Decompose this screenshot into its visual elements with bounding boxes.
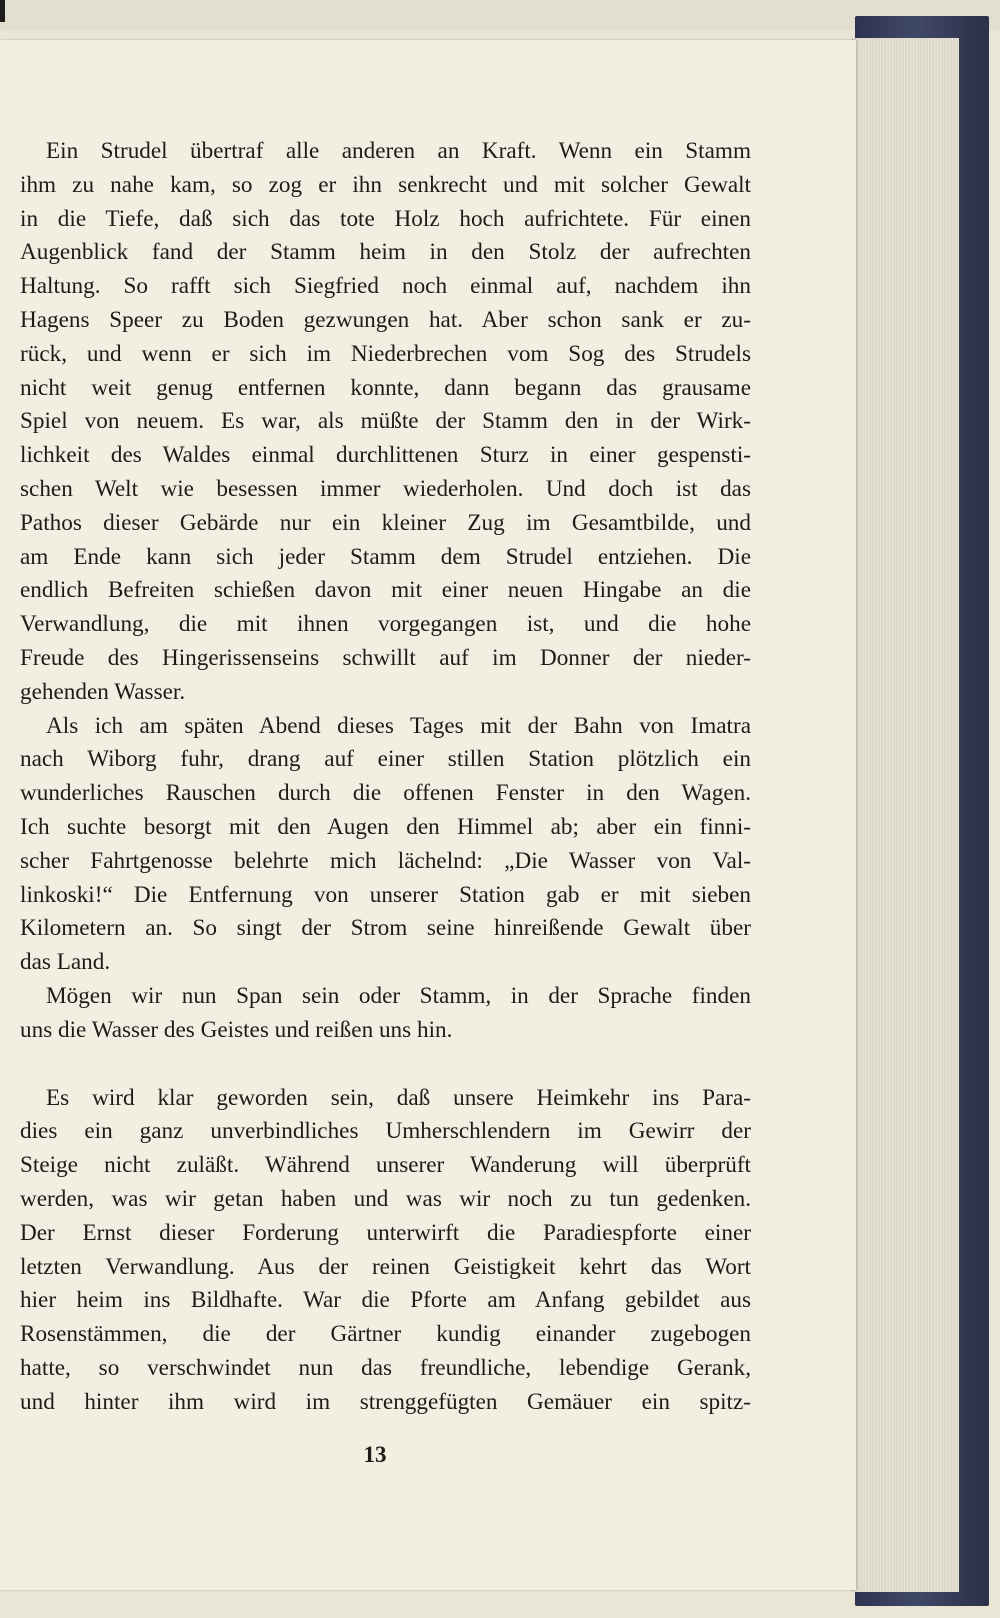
paragraph <box>20 980 751 1048</box>
text-line: werden, was wir getan haben und was wir noch zu tun gedenken. <box>20 1185 751 1212</box>
text-line: scher Fahrtgenosse belehrte mich lächelnd: „Die Wasser von Val- <box>20 847 751 874</box>
text-line: gehenden Wasser. <box>20 678 186 705</box>
text-line: in die Tiefe, daß sich das tote Holz hoch aufrichtete. Für einen <box>20 205 751 232</box>
page-edges <box>852 38 959 1592</box>
text-line: Verwandlung, die mit ihnen vorgegangen ist, und die hohe <box>20 611 751 638</box>
text-line: uns die Wasser des Geistes und reißen uns hin. <box>20 1016 453 1043</box>
paragraph <box>20 710 751 980</box>
text-line: hier heim ins Bildhafte. War die Pforte am Anfang gebildet aus <box>20 1287 751 1314</box>
text-line: am Ende kann sich jeder Stamm dem Strudel entziehen. Die <box>20 543 751 570</box>
scan-top-band <box>0 0 1000 30</box>
book-page <box>0 40 856 1590</box>
text-line: Pathos dieser Gebärde nur ein kleiner Zug im Gesamtbilde, und <box>20 509 751 536</box>
text-line: Ein Strudel übertraf alle anderen an Kraft. Wenn ein Stamm <box>46 138 751 164</box>
text-line: Mögen wir nun Span sein oder Stamm, in der Sprache finden <box>46 982 751 1009</box>
text-line: nicht weit genug entfernen konnte, dann begann das grausame <box>20 374 751 401</box>
page-number: 13 <box>363 1442 387 1467</box>
text-line: letzten Verwandlung. Aus der reinen Geistigkeit kehrt das Wort <box>20 1253 751 1280</box>
text-line: Freude des Hingerissenseins schwillt auf im Donner der nieder- <box>20 644 751 671</box>
text-line: lichkeit des Waldes einmal durchlittenen Sturz in einer gespensti- <box>20 442 751 469</box>
text-line: Steige nicht zuläßt. Während unserer Wanderung will überprüft <box>20 1152 751 1179</box>
text-line: dies ein ganz unverbindliches Umherschlendern im Gewirr der <box>20 1118 751 1145</box>
text-line: Es wird klar geworden sein, daß unsere Heimkehr ins Para- <box>46 1084 751 1111</box>
text-line: Ich suchte besorgt mit den Augen den Himmel ab; aber ein finni- <box>20 813 751 840</box>
text-line: Haltung. So rafft sich Siegfried noch einmal auf, nachdem ihn <box>20 273 751 300</box>
paragraph <box>20 1082 751 1420</box>
scan-corner-mark <box>0 0 5 22</box>
text-line: schen Welt wie besessen immer wiederholen. Und doch ist das <box>20 475 751 502</box>
text-line: linkoski!“ Die Entfernung von unserer Station gab er mit sieben <box>20 881 751 908</box>
text-line: Rosenstämmen, die der Gärtner kundig einander zugebogen <box>20 1321 751 1348</box>
text-line: Der Ernst dieser Forderung unterwirft die Paradiespforte einer <box>20 1219 751 1246</box>
text-line: Hagens Speer zu Boden gezwungen hat. Aber schon sank er zu- <box>20 306 751 333</box>
text-line: rück, und wenn er sich im Niederbrechen vom Sog des Strudels <box>20 340 751 367</box>
text-line: hatte, so verschwindet nun das freundliche, lebendige Gerank, <box>20 1354 751 1381</box>
text-line: ihm zu nahe kam, so zog er ihn senkrecht und mit solcher Gewalt <box>20 171 751 198</box>
text-line: endlich Befreiten schießen davon mit einer neuen Hingabe an die <box>20 577 751 604</box>
page-text <box>20 135 751 1419</box>
paragraph <box>20 135 751 710</box>
section-gap <box>20 1048 751 1082</box>
text-line: Als ich am späten Abend dieses Tages mit der Bahn von Imatra <box>46 712 751 739</box>
text-line: Spiel von neuem. Es war, als müßte der Stamm den in der Wirk- <box>20 408 751 435</box>
text-line: wunderliches Rauschen durch die offenen Fenster in den Wagen. <box>20 780 751 807</box>
text-line: und hinter ihm wird im strenggefügten Gemäuer ein spitz- <box>20 1388 751 1415</box>
text-line: Kilometern an. So singt der Strom seine hinreißende Gewalt über <box>20 915 751 942</box>
text-line: das Land. <box>20 949 111 976</box>
text-line: Augenblick fand der Stamm heim in den Stolz der aufrechten <box>20 239 751 266</box>
text-line: nach Wiborg fuhr, drang auf einer stillen Station plötzlich ein <box>20 746 751 773</box>
